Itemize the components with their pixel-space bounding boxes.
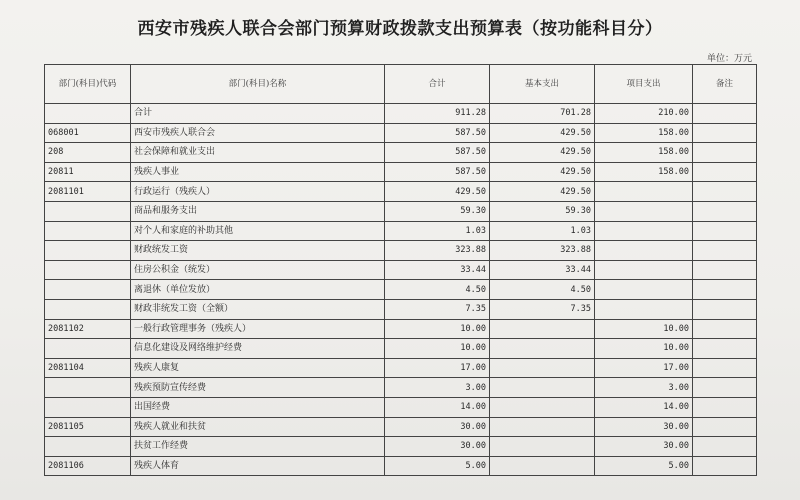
name-cell: 合计 [131, 104, 385, 124]
project-cell: 14.00 [595, 397, 693, 417]
name-cell: 残疾人康复 [131, 358, 385, 378]
total-cell: 30.00 [385, 437, 490, 457]
remark-cell [693, 221, 757, 241]
unit-label: 单位：万元 [706, 54, 752, 64]
project-cell: 17.00 [595, 358, 693, 378]
basic-cell: 429.50 [490, 162, 595, 182]
table-row [45, 143, 757, 163]
project-cell [595, 182, 693, 202]
total-cell: 30.00 [385, 417, 490, 437]
code-cell [45, 397, 131, 417]
table-row [45, 358, 757, 378]
code-cell [45, 104, 131, 124]
basic-cell: 429.50 [490, 182, 595, 202]
budget-table [44, 64, 757, 476]
project-cell: 10.00 [595, 319, 693, 339]
remark-cell [693, 162, 757, 182]
total-cell: 587.50 [385, 123, 490, 143]
total-cell: 587.50 [385, 162, 490, 182]
name-cell: 一般行政管理事务（残疾人） [131, 319, 385, 339]
name-cell: 对个人和家庭的补助其他 [131, 221, 385, 241]
code-cell: 2081101 [45, 182, 131, 202]
total-cell: 10.00 [385, 319, 490, 339]
name-cell: 出国经费 [131, 397, 385, 417]
code-cell: 20811 [45, 162, 131, 182]
project-cell: 3.00 [595, 378, 693, 398]
code-cell [45, 378, 131, 398]
name-cell: 残疾人就业和扶贫 [131, 417, 385, 437]
project-cell: 10.00 [595, 339, 693, 359]
code-cell [45, 280, 131, 300]
project-cell [595, 260, 693, 280]
name-cell: 财政非统发工资（全额） [131, 299, 385, 319]
basic-cell [490, 358, 595, 378]
basic-cell [490, 319, 595, 339]
project-cell: 5.00 [595, 456, 693, 476]
name-cell: 信息化建设及网络维护经费 [131, 339, 385, 359]
remark-cell [693, 299, 757, 319]
code-cell [45, 201, 131, 221]
code-cell: 2081104 [45, 358, 131, 378]
remark-cell [693, 339, 757, 359]
basic-cell: 33.44 [490, 260, 595, 280]
total-cell: 911.28 [385, 104, 490, 124]
basic-cell: 59.30 [490, 201, 595, 221]
total-cell: 10.00 [385, 339, 490, 359]
remark-cell [693, 260, 757, 280]
code-cell [45, 260, 131, 280]
table-row [45, 378, 757, 398]
table-row [45, 339, 757, 359]
name-cell: 商品和服务支出 [131, 201, 385, 221]
remark-cell [693, 417, 757, 437]
project-cell: 158.00 [595, 143, 693, 163]
name-cell: 残疾人事业 [131, 162, 385, 182]
basic-cell: 7.35 [490, 299, 595, 319]
project-cell [595, 221, 693, 241]
remark-cell [693, 201, 757, 221]
basic-cell: 429.50 [490, 123, 595, 143]
name-cell: 残疾人体育 [131, 456, 385, 476]
remark-cell [693, 437, 757, 457]
project-cell: 30.00 [595, 437, 693, 457]
remark-cell [693, 358, 757, 378]
basic-cell [490, 417, 595, 437]
basic-cell: 701.28 [490, 104, 595, 124]
total-cell: 17.00 [385, 358, 490, 378]
remark-cell [693, 104, 757, 124]
header-project: 项目支出 [595, 65, 693, 104]
table-header-row [45, 65, 757, 104]
remark-cell [693, 143, 757, 163]
basic-cell [490, 437, 595, 457]
code-cell: 068001 [45, 123, 131, 143]
project-cell [595, 299, 693, 319]
total-cell: 5.00 [385, 456, 490, 476]
total-cell: 1.03 [385, 221, 490, 241]
code-cell: 2081102 [45, 319, 131, 339]
name-cell: 财政统发工资 [131, 241, 385, 261]
remark-cell [693, 123, 757, 143]
table-row [45, 241, 757, 261]
code-cell [45, 299, 131, 319]
code-cell: 2081105 [45, 417, 131, 437]
table-row [45, 397, 757, 417]
total-cell: 33.44 [385, 260, 490, 280]
remark-cell [693, 280, 757, 300]
total-cell: 323.88 [385, 241, 490, 261]
project-cell: 30.00 [595, 417, 693, 437]
total-cell: 4.50 [385, 280, 490, 300]
remark-cell [693, 241, 757, 261]
basic-cell: 429.50 [490, 143, 595, 163]
table-row [45, 221, 757, 241]
basic-cell [490, 456, 595, 476]
table-row [45, 162, 757, 182]
code-cell: 2081106 [45, 456, 131, 476]
total-cell: 3.00 [385, 378, 490, 398]
total-cell: 59.30 [385, 201, 490, 221]
table-row [45, 280, 757, 300]
table-row [45, 437, 757, 457]
table-row [45, 123, 757, 143]
header-name: 部门(科目)名称 [131, 65, 385, 104]
basic-cell: 1.03 [490, 221, 595, 241]
remark-cell [693, 378, 757, 398]
table-row [45, 182, 757, 202]
name-cell: 行政运行（残疾人） [131, 182, 385, 202]
page-title: 西安市残疾人联合会部门预算财政拨款支出预算表（按功能科目分） [137, 19, 663, 39]
remark-cell [693, 182, 757, 202]
basic-cell: 4.50 [490, 280, 595, 300]
total-cell: 14.00 [385, 397, 490, 417]
basic-cell [490, 339, 595, 359]
header-remark: 备注 [693, 65, 757, 104]
remark-cell [693, 456, 757, 476]
name-cell: 西安市残疾人联合会 [131, 123, 385, 143]
name-cell: 扶贫工作经费 [131, 437, 385, 457]
remark-cell [693, 397, 757, 417]
code-cell: 208 [45, 143, 131, 163]
project-cell: 158.00 [595, 123, 693, 143]
basic-cell: 323.88 [490, 241, 595, 261]
name-cell: 残疾预防宣传经费 [131, 378, 385, 398]
code-cell [45, 339, 131, 359]
project-cell: 158.00 [595, 162, 693, 182]
table-row [45, 456, 757, 476]
code-cell [45, 437, 131, 457]
project-cell: 210.00 [595, 104, 693, 124]
name-cell: 社会保障和就业支出 [131, 143, 385, 163]
table-row [45, 104, 757, 124]
total-cell: 587.50 [385, 143, 490, 163]
header-total: 合计 [385, 65, 490, 104]
project-cell [595, 201, 693, 221]
code-cell [45, 241, 131, 261]
remark-cell [693, 319, 757, 339]
table-row [45, 417, 757, 437]
project-cell [595, 280, 693, 300]
table-row [45, 201, 757, 221]
basic-cell [490, 397, 595, 417]
code-cell [45, 221, 131, 241]
project-cell [595, 241, 693, 261]
table-row [45, 319, 757, 339]
table-row [45, 260, 757, 280]
header-basic: 基本支出 [490, 65, 595, 104]
basic-cell [490, 378, 595, 398]
total-cell: 7.35 [385, 299, 490, 319]
name-cell: 住房公积金（统发） [131, 260, 385, 280]
name-cell: 离退休（单位发放） [131, 280, 385, 300]
table-row [45, 299, 757, 319]
header-code: 部门(科目)代码 [45, 65, 131, 104]
total-cell: 429.50 [385, 182, 490, 202]
